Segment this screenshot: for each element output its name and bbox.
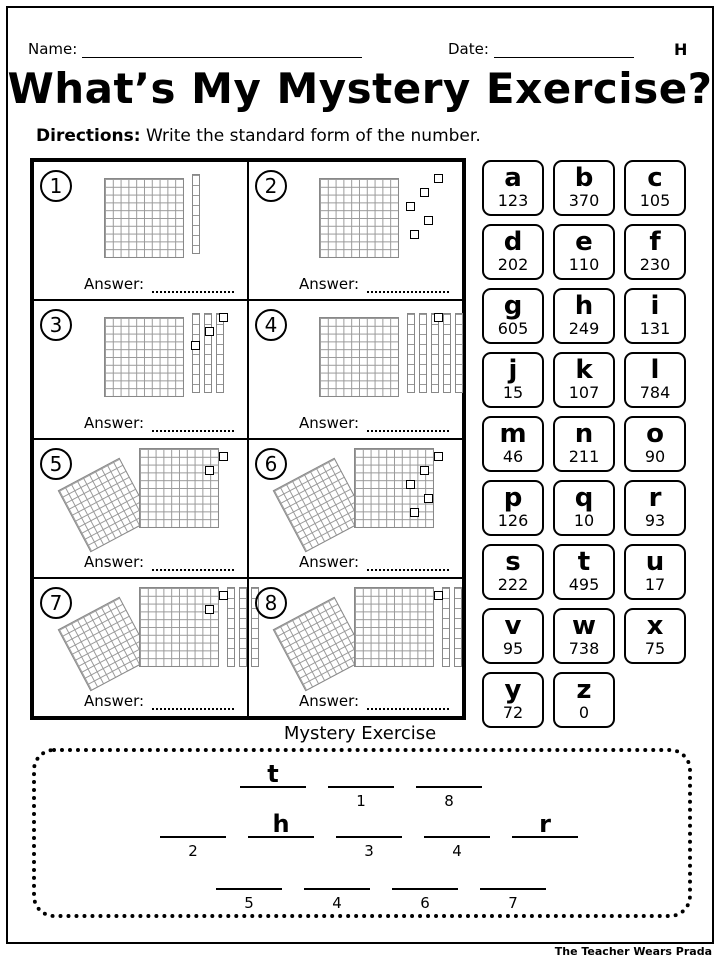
name-line[interactable]	[82, 57, 362, 58]
answer-row[interactable]	[84, 692, 234, 710]
key-letter: r	[648, 483, 662, 513]
slot-letter: t	[267, 760, 279, 788]
slot-letter	[392, 864, 458, 888]
problem-cell	[33, 578, 248, 717]
one-cube	[205, 466, 214, 475]
one-cube	[420, 188, 429, 197]
one-cube	[219, 452, 228, 461]
hundred-block	[319, 178, 399, 258]
key-tile-l	[624, 352, 686, 408]
page-title: What’s My Mystery Exercise?	[7, 64, 713, 113]
date-line[interactable]	[494, 57, 634, 58]
key-value: 93	[644, 511, 666, 530]
key-value: 110	[568, 255, 600, 274]
key-value: 105	[639, 191, 671, 210]
key-letter: u	[645, 547, 665, 577]
one-cube	[420, 466, 429, 475]
answer-blank[interactable]	[152, 708, 234, 710]
answer-blank[interactable]	[152, 291, 234, 293]
one-cube	[424, 494, 433, 503]
mystery-slot[interactable]	[160, 812, 226, 860]
key-letter: m	[499, 419, 527, 449]
ten-rod	[204, 313, 212, 393]
key-value: 249	[568, 319, 600, 338]
slot-letter	[336, 812, 402, 836]
date-field[interactable]	[448, 40, 634, 58]
one-cube	[434, 452, 443, 461]
hundred-block	[139, 587, 219, 667]
mystery-slot[interactable]	[512, 812, 578, 842]
key-tile-w	[553, 608, 615, 664]
name-label: Name:	[28, 40, 78, 58]
slot-number: 5	[244, 894, 254, 912]
key-tile-t	[553, 544, 615, 600]
slot-letter	[160, 812, 226, 836]
hundred-block	[104, 317, 184, 397]
key-tile-x	[624, 608, 686, 664]
answer-label: Answer:	[299, 275, 360, 293]
key-letter: x	[646, 611, 664, 641]
ten-rod	[442, 587, 450, 667]
problem-number: 3	[40, 309, 72, 341]
key-value: 46	[502, 447, 524, 466]
key-value: 211	[568, 447, 600, 466]
problem-number: 8	[255, 587, 287, 619]
hundred-block	[354, 448, 434, 528]
answer-label: Answer:	[84, 414, 145, 432]
key-value: 95	[502, 639, 524, 658]
name-field[interactable]	[28, 40, 362, 58]
problem-cell	[248, 578, 463, 717]
one-cube	[410, 508, 419, 517]
key-letter: t	[577, 547, 591, 577]
problem-grid	[30, 158, 466, 720]
key-letter: z	[576, 675, 592, 705]
key-tile-m	[482, 416, 544, 472]
key-tile-s	[482, 544, 544, 600]
key-tile-v	[482, 608, 544, 664]
answer-blank[interactable]	[367, 708, 449, 710]
key-value: 0	[578, 703, 590, 722]
mystery-slot[interactable]	[336, 812, 402, 860]
answer-row[interactable]	[84, 553, 234, 571]
key-letter: h	[574, 291, 594, 321]
key-tile-c	[624, 160, 686, 216]
key-value: 370	[568, 191, 600, 210]
slot-line	[328, 786, 394, 788]
one-cube	[424, 216, 433, 225]
slot-line	[416, 786, 482, 788]
slot-number: 1	[356, 792, 366, 810]
ten-rod	[419, 313, 427, 393]
answer-row[interactable]	[299, 414, 449, 432]
version-letter: H	[674, 40, 688, 59]
one-cube	[434, 174, 443, 183]
answer-label: Answer:	[84, 692, 145, 710]
ten-rod	[407, 313, 415, 393]
slot-letter	[304, 864, 370, 888]
mystery-slot[interactable]	[424, 812, 490, 860]
key-letter: c	[647, 163, 663, 193]
mystery-slot[interactable]	[392, 864, 458, 912]
mystery-slot[interactable]	[480, 864, 546, 912]
slot-line	[424, 836, 490, 838]
key-letter: p	[503, 483, 523, 513]
mystery-slot[interactable]	[216, 864, 282, 912]
key-letter: a	[504, 163, 522, 193]
answer-label: Answer:	[299, 553, 360, 571]
problem-cell	[33, 161, 248, 300]
problem-number: 5	[40, 448, 72, 480]
ten-rod	[454, 587, 462, 667]
answer-row[interactable]	[84, 275, 234, 293]
key-tile-g	[482, 288, 544, 344]
one-cube	[434, 313, 443, 322]
answer-blank[interactable]	[367, 291, 449, 293]
key-value: 90	[644, 447, 666, 466]
problem-cell	[33, 439, 248, 578]
key-value: 123	[497, 191, 529, 210]
answer-blank[interactable]	[152, 430, 234, 432]
key-value: 605	[497, 319, 529, 338]
one-cube	[434, 591, 443, 600]
one-cube	[410, 230, 419, 239]
one-cube	[205, 327, 214, 336]
ten-rod	[192, 313, 200, 393]
key-value: 17	[644, 575, 666, 594]
key-value: 230	[639, 255, 671, 274]
key-value: 72	[502, 703, 524, 722]
key-value: 75	[644, 639, 666, 658]
key-value: 15	[502, 383, 524, 402]
answer-row[interactable]	[299, 692, 449, 710]
key-tile-p	[482, 480, 544, 536]
slot-line	[480, 888, 546, 890]
key-tile-y	[482, 672, 544, 728]
ten-rod	[227, 587, 235, 667]
key-letter: f	[649, 227, 661, 257]
key-tile-o	[624, 416, 686, 472]
key-tile-d	[482, 224, 544, 280]
slot-number: 4	[452, 842, 462, 860]
key-value: 495	[568, 575, 600, 594]
mystery-slot[interactable]	[328, 762, 394, 810]
key-letter: j	[508, 355, 518, 385]
mystery-slot[interactable]	[248, 812, 314, 842]
slot-letter: h	[272, 810, 290, 838]
answer-label: Answer:	[299, 692, 360, 710]
one-cube	[205, 605, 214, 614]
directions-label: Directions:	[36, 126, 141, 146]
slot-number: 6	[420, 894, 430, 912]
slot-letter	[424, 812, 490, 836]
slot-number: 3	[364, 842, 374, 860]
problem-number: 2	[255, 170, 287, 202]
key-letter: y	[504, 675, 522, 705]
key-letter: o	[646, 419, 664, 449]
footer-credit: The Teacher Wears Prada	[554, 945, 712, 958]
key-tile-b	[553, 160, 615, 216]
one-cube	[406, 202, 415, 211]
slot-letter	[480, 864, 546, 888]
key-letter: k	[575, 355, 593, 385]
key-value: 222	[497, 575, 529, 594]
ten-rod	[216, 313, 224, 393]
slot-line	[392, 888, 458, 890]
slot-number: 2	[188, 842, 198, 860]
slot-letter	[328, 762, 394, 786]
key-tile-a	[482, 160, 544, 216]
key-letter: n	[574, 419, 594, 449]
key-tile-f	[624, 224, 686, 280]
problem-number: 4	[255, 309, 287, 341]
key-value: 10	[573, 511, 595, 530]
key-value: 131	[639, 319, 671, 338]
problem-cell	[33, 300, 248, 439]
slot-line	[304, 888, 370, 890]
key-letter: d	[503, 227, 523, 257]
answer-label: Answer:	[84, 275, 145, 293]
key-tile-i	[624, 288, 686, 344]
one-cube	[219, 591, 228, 600]
answer-label: Answer:	[299, 414, 360, 432]
key-letter: i	[650, 291, 660, 321]
mystery-title: Mystery Exercise	[283, 723, 437, 744]
key-tile-z	[553, 672, 615, 728]
slot-number: 8	[444, 792, 454, 810]
slot-number: 4	[332, 894, 342, 912]
key-tile-e	[553, 224, 615, 280]
hundred-block	[319, 317, 399, 397]
problem-number: 1	[40, 170, 72, 202]
mystery-slot[interactable]	[304, 864, 370, 912]
key-letter: v	[504, 611, 522, 641]
hundred-block	[104, 178, 184, 258]
key-tile-r	[624, 480, 686, 536]
slot-number: 7	[508, 894, 518, 912]
key-value: 784	[639, 383, 671, 402]
key-value: 107	[568, 383, 600, 402]
mystery-slot[interactable]	[416, 762, 482, 810]
ten-rod	[431, 313, 439, 393]
hundred-block	[139, 448, 219, 528]
directions-text: Write the standard form of the number.	[146, 126, 481, 146]
key-letter: q	[574, 483, 594, 513]
ten-rod	[455, 313, 463, 393]
key-letter: e	[575, 227, 593, 257]
one-cube	[219, 313, 228, 322]
key-tile-k	[553, 352, 615, 408]
problem-cell	[248, 300, 463, 439]
key-letter: l	[650, 355, 660, 385]
key-value: 738	[568, 639, 600, 658]
slot-letter	[216, 864, 282, 888]
hundred-block	[354, 587, 434, 667]
key-value: 126	[497, 511, 529, 530]
problem-cell	[248, 439, 463, 578]
slot-line	[216, 888, 282, 890]
ten-rod	[443, 313, 451, 393]
slot-letter: r	[539, 810, 551, 838]
key-value: 202	[497, 255, 529, 274]
one-cube	[191, 341, 200, 350]
key-letter: b	[574, 163, 594, 193]
answer-blank[interactable]	[367, 430, 449, 432]
key-tile-n	[553, 416, 615, 472]
answer-label: Answer:	[84, 553, 145, 571]
slot-line	[160, 836, 226, 838]
key-tile-u	[624, 544, 686, 600]
problem-number: 6	[255, 448, 287, 480]
one-cube	[406, 480, 415, 489]
directions	[36, 126, 481, 146]
answer-row[interactable]	[299, 275, 449, 293]
key-letter: g	[503, 291, 523, 321]
slot-letter	[416, 762, 482, 786]
slot-line	[336, 836, 402, 838]
answer-row[interactable]	[299, 553, 449, 571]
key-tile-q	[553, 480, 615, 536]
key-letter: s	[505, 547, 521, 577]
key-letter: w	[571, 611, 597, 641]
answer-blank[interactable]	[367, 569, 449, 571]
mystery-slot[interactable]	[240, 762, 306, 792]
ten-rod	[192, 174, 200, 254]
key-tile-h	[553, 288, 615, 344]
answer-row[interactable]	[84, 414, 234, 432]
problem-number: 7	[40, 587, 72, 619]
answer-blank[interactable]	[152, 569, 234, 571]
key-tile-j	[482, 352, 544, 408]
date-label: Date:	[448, 40, 489, 58]
ten-rod	[239, 587, 247, 667]
problem-cell	[248, 161, 463, 300]
